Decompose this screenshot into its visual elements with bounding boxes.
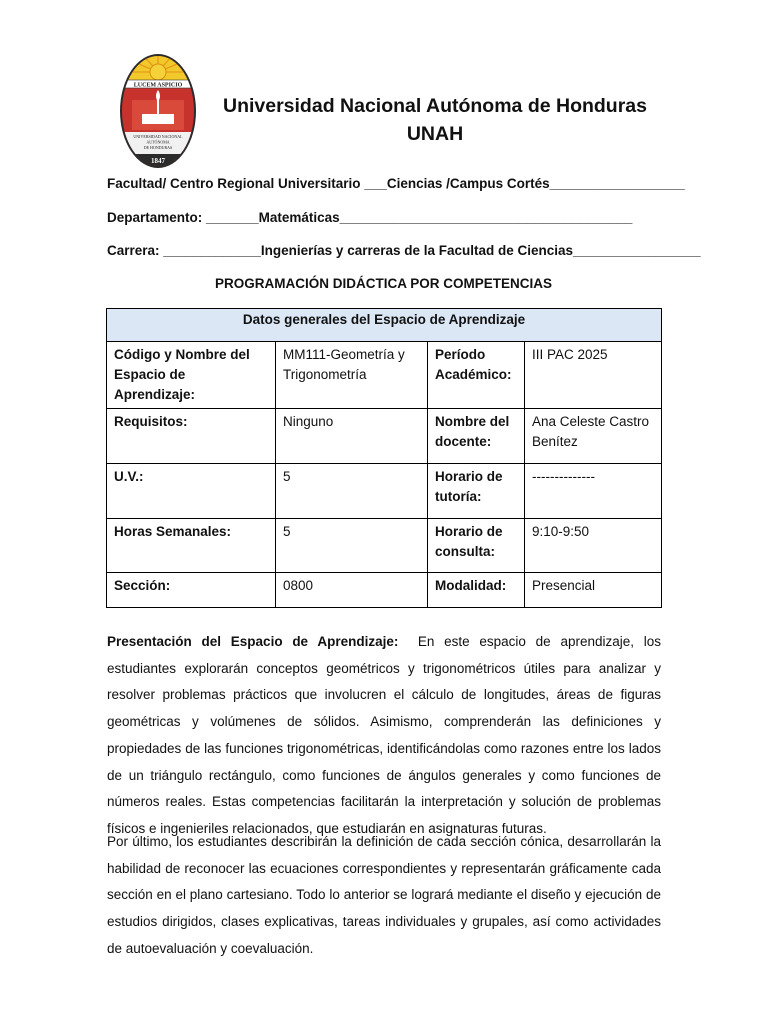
seal-motto: LUCEM ASPICIO (133, 82, 183, 89)
table-header: Datos generales del Espacio de Aprendizaje (107, 309, 662, 342)
cell-value: III PAC 2025 (525, 342, 662, 409)
cell-label: U.V.: (107, 464, 276, 519)
cell-value: 9:10-9:50 (525, 519, 662, 573)
departamento-field (107, 210, 632, 225)
cell-label: Sección: (107, 573, 276, 608)
cell-value: Ninguno (276, 409, 428, 464)
cell-label: Nombre del docente: (428, 409, 525, 464)
seal-text-line: DE HONDURAS (143, 145, 173, 150)
facultad-field (107, 176, 685, 191)
cell-label: Requisitos: (107, 409, 276, 464)
facultad-label: Facultad/ Centro Regional Universitario (107, 176, 361, 191)
carrera-label: Carrera: (107, 243, 160, 258)
table-row (107, 573, 662, 608)
carrera-field (107, 243, 701, 258)
cell-label: Horario de consulta: (428, 519, 525, 573)
cell-label: Período Académico: (428, 342, 525, 409)
university-title (200, 92, 670, 148)
table-row (107, 409, 662, 464)
seal-text-line: AUTÓNOMA (146, 139, 170, 145)
cell-value: MM111-Geometría y Trigonometría (276, 342, 428, 409)
closing-paragraph: Por último, los estudiantes describirán la definición de cada sección cónica, desarrollarán la habilidad de reconocer las ecuaciones correspondientes y representarán gráficamente cada sección en el plano cartesiano. Todo lo anterior se logrará mediante el diseño y ejecución de estudios dirigidos, clases explicativas, tareas individuales y grupales, así como actividades de autoevaluación y coevaluación. (107, 834, 661, 956)
university-acronym: UNAH (406, 123, 464, 145)
university-name: Universidad Nacional Autónoma de Honduras (222, 95, 647, 117)
cell-value: Presencial (525, 573, 662, 608)
cell-value: 0800 (276, 573, 428, 608)
departamento-value: _______Matemáticas_______________________________________ (206, 210, 633, 225)
presentation-paragraph (107, 629, 661, 843)
cell-value: 5 (276, 464, 428, 519)
presentation-label: Presentación del Espacio de Aprendizaje: (107, 634, 399, 649)
cell-value: 5 (276, 519, 428, 573)
cell-label: Horas Semanales: (107, 519, 276, 573)
seal-text-line: UNIVERSIDAD NACIONAL (133, 134, 183, 139)
carrera-value: _____________Ingenierías y carreras de la Facultad de Ciencias_________________ (163, 243, 701, 258)
seal-year: 1847 (151, 157, 165, 165)
general-data-table (106, 308, 662, 608)
table-row (107, 519, 662, 573)
table-header-row (107, 309, 662, 342)
cell-label: Modalidad: (428, 573, 525, 608)
facultad-value: ___Ciencias /Campus Cortés__________________ (364, 176, 685, 191)
presentation-text: En este espacio de aprendizaje, los estudiantes explorarán conceptos geométricos y trigonométricos útiles para analizar y resolver problemas prácticos que involucren el cálculo de longitudes, áreas de figuras geométricas y volúmenes de sólidos. Asimismo, comprenderán las definiciones y propiedades de las funciones trigonométricas, identificándolas como razones entre los lados de un triángulo rectángulo, como funciones de ángulos generales y como funciones de números reales. Estas competencias facilitarán la interpretación y solución de problemas físicos e ingenieriles relacionados, que estudiarán en asignaturas futuras. (107, 634, 661, 836)
document-title: PROGRAMACIÓN DIDÁCTICA POR COMPETENCIAS (214, 276, 552, 291)
cell-value: Ana Celeste Castro Benítez (525, 409, 662, 464)
cell-label: Horario de tutoría: (428, 464, 525, 519)
unah-seal-logo (118, 52, 198, 170)
table-row (107, 464, 662, 519)
cell-label: Código y Nombre del Espacio de Aprendizaje: (107, 342, 276, 409)
departamento-label: Departamento: (107, 210, 203, 225)
table-row (107, 342, 662, 409)
cell-value: -------------- (525, 464, 662, 519)
